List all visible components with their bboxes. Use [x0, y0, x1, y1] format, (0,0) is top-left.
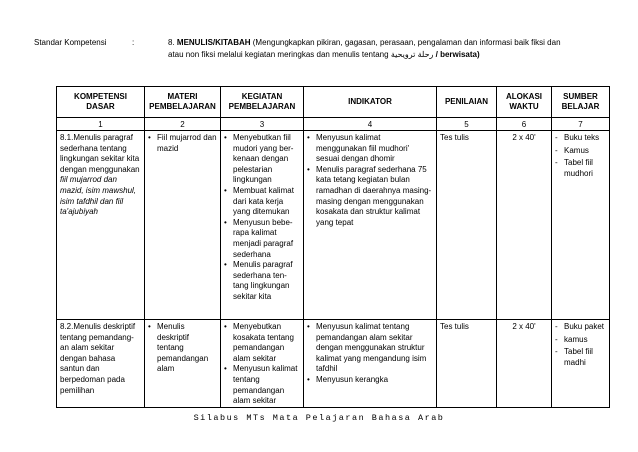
materi-cell [145, 131, 221, 320]
penilaian-cell: Tes tulis [437, 320, 497, 408]
list-item: - Kamus [555, 145, 589, 155]
page-footer: Silabus MTs Mata Pelajaran Bahasa Arab [0, 411, 638, 425]
kd-number: 8.2. [60, 322, 74, 331]
kd-italic-text: fiil mujarrod dan mazid, isim mawshul, isim tafdhil dan fiil ta'ajubiyah [60, 175, 137, 217]
alokasi-cell: 2 x 40' [497, 131, 552, 320]
indikator-cell [304, 320, 437, 408]
header-indikator: INDIKATOR [304, 87, 437, 118]
header-sumber: SUMBER BELAJAR [552, 87, 610, 118]
alokasi-cell: 2 x 40' [497, 320, 552, 408]
col-number: 2 [145, 118, 221, 131]
col-number: 1 [57, 118, 145, 131]
header-row [57, 87, 610, 118]
table-row [57, 320, 610, 408]
header-materi: MATERI PEMBELAJARAN [145, 87, 221, 118]
list-item: • Menyusun kalimat tentang pemandangan alam sekitar dengan menggunakan struktur kalimat yang mengandung isim tafdhil [307, 322, 427, 374]
standard-title: MENULIS/KITABAH [176, 38, 251, 47]
list-item: • Menyebutkan kosakata tentang pemandangan alam sekitar [224, 322, 294, 363]
list-item: • Menulis paragraf sederhana ten-tang lingkungan sekitar kita [224, 260, 293, 301]
list-item: - Tabel fiil mudhori [555, 158, 593, 178]
header-alokasi: ALOKASI WAKTU [497, 87, 552, 118]
standard-desc-2: atau non fiksi melalui kegiatan meringkas dan menulis tentang [168, 50, 389, 59]
list-item: - Tabel fiil madhi [555, 347, 593, 367]
kd-text: Menulis deskriptif tentang pemandang-an alam sekitar dengan bahasa santun dan berpedoman pada pemilihan [60, 322, 136, 395]
standard-arabic: رحلة ترويحية [390, 50, 434, 59]
number-row [57, 118, 610, 131]
col-number: 6 [497, 118, 552, 131]
standard-code: 8. [168, 38, 175, 47]
list-item: - Buku paket [555, 322, 605, 331]
sumber-cell [552, 320, 610, 408]
col-number: 7 [552, 118, 610, 131]
standard-text [168, 37, 608, 61]
kd-number: 8.1. [60, 133, 74, 142]
kd-cell [57, 320, 145, 408]
list-item: - Buku teks [555, 133, 600, 142]
list-item: • Menyusun kalimat menggunakan fiil mudhori' sesuai dengan dhomir [307, 133, 410, 164]
standard-tail: / berwisata) [435, 50, 480, 59]
table-row [57, 131, 610, 320]
list-item: • Fiil mujarrod dan mazid [148, 133, 217, 153]
header-kd: KOMPETENSI DASAR [57, 87, 145, 118]
syllabus-table [56, 86, 610, 408]
standard-desc-1: (Mengungkapkan pikiran, gagasan, perasaan, pengalaman dan informasi baik fiksi dan [252, 38, 561, 47]
sumber-cell [552, 131, 610, 320]
materi-cell [145, 320, 221, 408]
indikator-cell [304, 131, 437, 320]
col-number: 5 [437, 118, 497, 131]
list-item: • Menyusun kerangka [307, 374, 389, 384]
header-penilaian: PENILAIAN [437, 87, 497, 118]
col-number: 3 [221, 118, 304, 131]
standard-colon: : [132, 38, 135, 47]
list-item: • Menulis paragraf sederhana 75 kata tetang kegiatan bulan ramadhan di daerahnya masing-masing dengan menggunakan kosakata dan struktur kalimat yang tepat [307, 164, 432, 227]
kd-text: Menulis paragraf sederhana tentang lingkungan sekitar kita dengan menggunakan [60, 133, 140, 174]
kd-cell [57, 131, 145, 320]
kegiatan-cell [221, 131, 304, 320]
header-kegiatan: KEGIATAN PEMBELAJARAN [221, 87, 304, 118]
list-item: • Menulis deskriptif tentang pemandangan alam [148, 322, 209, 374]
list-item: • Menyusun kalimat tentang pemandangan alam sekitar [224, 364, 298, 406]
kegiatan-cell [221, 320, 304, 408]
list-item: - kamus [555, 334, 588, 344]
standard-label: Standar Kompetensi [34, 38, 107, 47]
col-number: 4 [304, 118, 437, 131]
penilaian-cell: Tes tulis [437, 131, 497, 320]
list-item: • Menyusun bebe-rapa kalimat menjadi paragraf sederhana [224, 217, 294, 259]
list-item: • Membuat kalimat dari kata kerja yang ditemukan [224, 185, 294, 217]
list-item: • Menyebutkan fiil mudori yang ber-kenaan dengan pelestarian lingkungan [224, 133, 294, 185]
